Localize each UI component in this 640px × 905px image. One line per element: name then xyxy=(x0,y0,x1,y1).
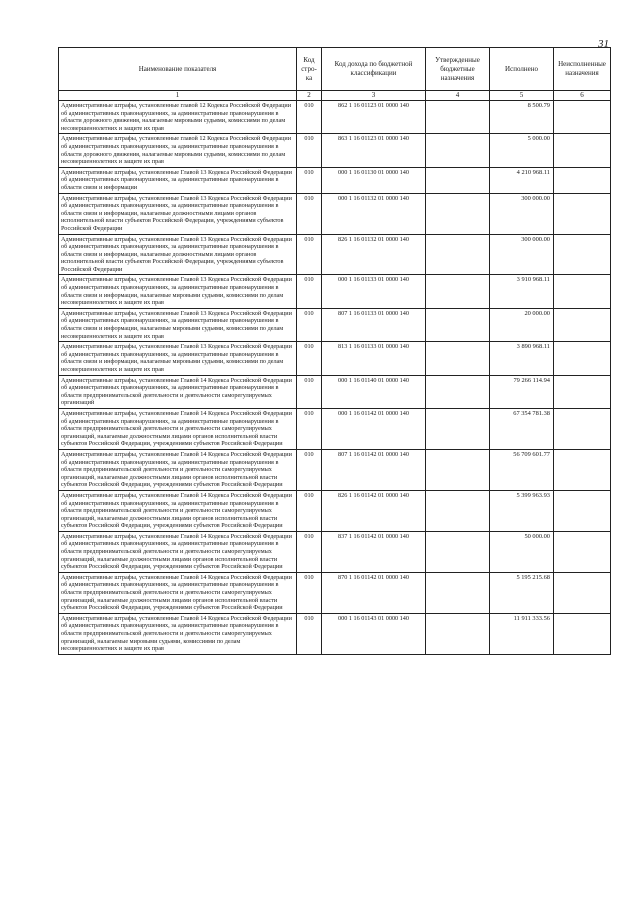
row-executed xyxy=(490,449,554,490)
row-executed xyxy=(490,101,554,134)
page-number: 31 xyxy=(598,38,609,50)
table-row xyxy=(59,308,611,341)
row-income-code: 862 1 16 01123 01 0000 140 xyxy=(322,101,426,134)
row-name: Административные штрафы, установленные Главой 13 Кодекса Российской Федерации об административных правонарушениях, за административные правонарушения в области связи и информации xyxy=(59,167,297,193)
row-unexecuted xyxy=(554,101,611,134)
table-row xyxy=(59,375,611,408)
row-executed xyxy=(490,342,554,375)
table-row xyxy=(59,490,611,531)
row-approved xyxy=(426,572,490,613)
row-executed xyxy=(490,408,554,449)
row-unexecuted xyxy=(554,490,611,531)
table-row xyxy=(59,449,611,490)
row-income-code: 000 1 16 01143 01 0000 140 xyxy=(322,613,426,654)
row-name: Административные штрафы, установленные Главой 14 Кодекса Российской Федерации об административных правонарушениях, за административные правонарушения в области предпринимательской деятельности и деятельности саморегулируемых организаций, налагаемые должностными лицами органов исполнительной власти субъектов Российской Федерации, учреждениями субъектов Российской Федерации xyxy=(59,449,297,490)
row-unexecuted xyxy=(554,167,611,193)
row-executed xyxy=(490,490,554,531)
row-executed-value: 5 195 215.68 xyxy=(516,573,550,581)
row-unexecuted xyxy=(554,342,611,375)
row-code: 010 xyxy=(297,342,322,375)
row-unexecuted xyxy=(554,572,611,613)
row-executed xyxy=(490,572,554,613)
table-row xyxy=(59,234,611,275)
row-executed-value: 300 000.00 xyxy=(521,235,550,243)
row-name: Административные штрафы, установленные Главой 14 Кодекса Российской Федерации об административных правонарушениях, за административные правонарушения в области предпринимательской деятельности и деятельности саморегулируемых организаций, налагаемые должностными лицами органов исполнительной власти субъектов Российской Федерации, учреждениями субъектов Российской Федерации xyxy=(59,572,297,613)
row-code: 010 xyxy=(297,375,322,408)
header-code: Код стро-ка xyxy=(297,48,322,91)
row-name: Административные штрафы, установленные Главой 13 Кодекса Российской Федерации об административных правонарушениях, за административные правонарушения в области связи и информации, налагаемые мировыми судьями, комиссиями по делам несовершеннолетних и защите их прав xyxy=(59,342,297,375)
row-approved xyxy=(426,375,490,408)
row-unexecuted xyxy=(554,308,611,341)
row-unexecuted xyxy=(554,613,611,654)
row-executed-value: 56 709 601.77 xyxy=(513,450,550,458)
row-code: 010 xyxy=(297,234,322,275)
table-row xyxy=(59,193,611,234)
row-name: Административные штрафы, установленные Главой 14 Кодекса Российской Федерации об административных правонарушениях, за административные правонарушения в области предпринимательской деятельности и деятельности саморегулируемых организаций, налагаемые мировыми судьями, комиссиями по делам несовершеннолетних и защите их прав xyxy=(59,613,297,654)
row-unexecuted xyxy=(554,275,611,308)
row-code: 010 xyxy=(297,275,322,308)
row-approved xyxy=(426,408,490,449)
row-executed-value: 8 500.79 xyxy=(527,102,550,109)
table-row xyxy=(59,531,611,572)
table-row xyxy=(59,275,611,308)
row-executed-value: 300 000.00 xyxy=(521,194,550,202)
header-name: Наименование показателя xyxy=(59,48,297,91)
row-name: Административные штрафы, установленные Главой 13 Кодекса Российской Федерации об административных правонарушениях, за административные правонарушения в области связи и информации, налагаемые мировыми судьями, комиссиями по делам несовершеннолетних и защите их прав xyxy=(59,308,297,341)
row-approved xyxy=(426,101,490,134)
row-executed-value: 5 399 963.93 xyxy=(516,491,550,499)
row-executed-value: 11 911 333.56 xyxy=(513,614,550,622)
table-row xyxy=(59,167,611,193)
header-income-code: Код дохода по бюджетной классификации xyxy=(322,48,426,91)
row-income-code: 826 1 16 01142 01 0000 140 xyxy=(322,490,426,531)
row-executed-value: 5 000.00 xyxy=(527,135,550,143)
column-number: 2 xyxy=(297,91,322,101)
column-number: 5 xyxy=(490,91,554,101)
row-name: Административные штрафы, установленные Главой 14 Кодекса Российской Федерации об административных правонарушениях, за административные правонарушения в области предпринимательской деятельности и деятельности саморегулируемых организаций, налагаемые должностными лицами органов исполнительной власти субъектов Российской Федерации, учреждениями субъектов Российской Федерации xyxy=(59,531,297,572)
row-approved xyxy=(426,234,490,275)
row-executed xyxy=(490,234,554,275)
row-approved xyxy=(426,167,490,193)
row-code: 010 xyxy=(297,449,322,490)
row-unexecuted xyxy=(554,531,611,572)
table-header-row xyxy=(59,48,611,91)
row-unexecuted xyxy=(554,408,611,449)
table-row xyxy=(59,613,611,654)
row-name: Административные штрафы, установленные Главой 13 Кодекса Российской Федерации об административных правонарушениях, за административные правонарушения в области связи и информации, налагаемые должностными лицами органов исполнительной власти субъектов Российской Федерации, учреждениями субъектов Российской Федерации xyxy=(59,193,297,234)
row-approved xyxy=(426,490,490,531)
row-income-code: 826 1 16 01132 01 0000 140 xyxy=(322,234,426,275)
column-number: 4 xyxy=(426,91,490,101)
row-executed-value: 20 000.00 xyxy=(524,309,550,317)
row-unexecuted xyxy=(554,449,611,490)
header-unexecuted: Неисполненные назначения xyxy=(554,48,611,91)
row-income-code: 000 1 16 01130 01 0000 140 xyxy=(322,167,426,193)
header-executed: Исполнено xyxy=(490,48,554,91)
column-number: 3 xyxy=(322,91,426,101)
row-executed xyxy=(490,613,554,654)
table-row xyxy=(59,572,611,613)
row-code: 010 xyxy=(297,308,322,341)
row-executed-value: 3 890 968.11 xyxy=(516,343,550,351)
row-code: 010 xyxy=(297,408,322,449)
row-executed xyxy=(490,308,554,341)
row-income-code: 000 1 16 01142 01 0000 140 xyxy=(322,408,426,449)
row-income-code: 000 1 16 01132 01 0000 140 xyxy=(322,193,426,234)
row-name: Административные штрафы, установленные Главой 14 Кодекса Российской Федерации об административных правонарушениях, за административные правонарушения в области предпринимательской деятельности и деятельности саморегулируемых организаций, налагаемые должностными лицами органов исполнительной власти субъектов Российской Федерации, учреждениями субъектов Российской Федерации xyxy=(59,408,297,449)
row-approved xyxy=(426,275,490,308)
row-unexecuted xyxy=(554,375,611,408)
row-code: 010 xyxy=(297,134,322,167)
row-income-code: 870 1 16 01142 01 0000 140 xyxy=(322,572,426,613)
row-income-code: 000 1 16 01140 01 0000 140 xyxy=(322,375,426,408)
row-approved xyxy=(426,134,490,167)
header-approved: Утвержденные бюджетные назначения xyxy=(426,48,490,91)
row-name: Административные штрафы, установленные Главой 14 Кодекса Российской Федерации об административных правонарушениях, за административные правонарушения в области предпринимательской деятельности и деятельности саморегулируемых организаций, налагаемые должностными лицами органов исполнительной власти субъектов Российской Федерации, учреждениями субъектов Российской Федерации xyxy=(59,490,297,531)
row-executed-value: 3 910 968.11 xyxy=(516,276,550,284)
row-income-code: 837 1 16 01142 01 0000 140 xyxy=(322,531,426,572)
row-code: 010 xyxy=(297,572,322,613)
row-code: 010 xyxy=(297,101,322,134)
column-number: 6 xyxy=(554,91,611,101)
row-unexecuted xyxy=(554,134,611,167)
row-income-code: 807 1 16 01142 01 0000 140 xyxy=(322,449,426,490)
row-executed xyxy=(490,193,554,234)
row-income-code: 000 1 16 01133 01 0000 140 xyxy=(322,275,426,308)
row-name: Административные штрафы, установленные главой 12 Кодекса Российской Федерации об административных правонарушениях, за административные правонарушения в области дорожного движения, налагаемые мировыми судьями, комиссиями по делам несовершеннолетних и защите их прав xyxy=(59,134,297,167)
row-approved xyxy=(426,342,490,375)
table-row xyxy=(59,408,611,449)
budget-income-table xyxy=(58,47,611,655)
row-income-code: 813 1 16 01133 01 0000 140 xyxy=(322,342,426,375)
row-approved xyxy=(426,193,490,234)
row-executed xyxy=(490,167,554,193)
row-executed xyxy=(490,275,554,308)
table-row xyxy=(59,342,611,375)
table-body xyxy=(59,101,611,655)
row-executed-value: 50 000.00 xyxy=(524,532,550,540)
column-number: 1 xyxy=(59,91,297,101)
row-executed xyxy=(490,531,554,572)
row-code: 010 xyxy=(297,193,322,234)
row-code: 010 xyxy=(297,167,322,193)
row-name: Административные штрафы, установленные Главой 14 Кодекса Российской Федерации об административных правонарушениях, за административные правонарушения в области предпринимательской деятельности и деятельности саморегулируемых организаций xyxy=(59,375,297,408)
row-unexecuted xyxy=(554,234,611,275)
row-executed-value: 4 210 968.11 xyxy=(516,168,550,176)
row-executed-value: 79 266 114.94 xyxy=(513,376,550,384)
row-approved xyxy=(426,613,490,654)
row-executed xyxy=(490,375,554,408)
row-approved xyxy=(426,531,490,572)
row-code: 010 xyxy=(297,613,322,654)
row-code: 010 xyxy=(297,531,322,572)
row-income-code: 863 1 16 01123 01 0000 140 xyxy=(322,134,426,167)
row-code: 010 xyxy=(297,490,322,531)
row-approved xyxy=(426,449,490,490)
column-number-row xyxy=(59,91,611,101)
row-unexecuted xyxy=(554,193,611,234)
table-row xyxy=(59,134,611,167)
row-income-code: 807 1 16 01133 01 0000 140 xyxy=(322,308,426,341)
row-approved xyxy=(426,308,490,341)
row-name: Административные штрафы, установленные Главой 13 Кодекса Российской Федерации об административных правонарушениях, за административные правонарушения в области связи и информации, налагаемые мировыми судьями, комиссиями по делам несовершеннолетних и защите их прав xyxy=(59,275,297,308)
row-executed xyxy=(490,134,554,167)
row-executed-value: 67 354 781.38 xyxy=(513,409,550,417)
row-name: Административные штрафы, установленные Главой 13 Кодекса Российской Федерации об административных правонарушениях, за административные правонарушения в области связи и информации, налагаемые должностными лицами органов исполнительной власти субъектов Российской Федерации, учреждениями субъектов Российской Федерации xyxy=(59,234,297,275)
table-row xyxy=(59,101,611,134)
row-name: Административные штрафы, установленные главой 12 Кодекса Российской Федерации об административных правонарушениях, за административные правонарушения в области дорожного движения, налагаемые мировыми судьями, комиссиями по делам несовершеннолетних и защите их прав xyxy=(59,101,297,134)
